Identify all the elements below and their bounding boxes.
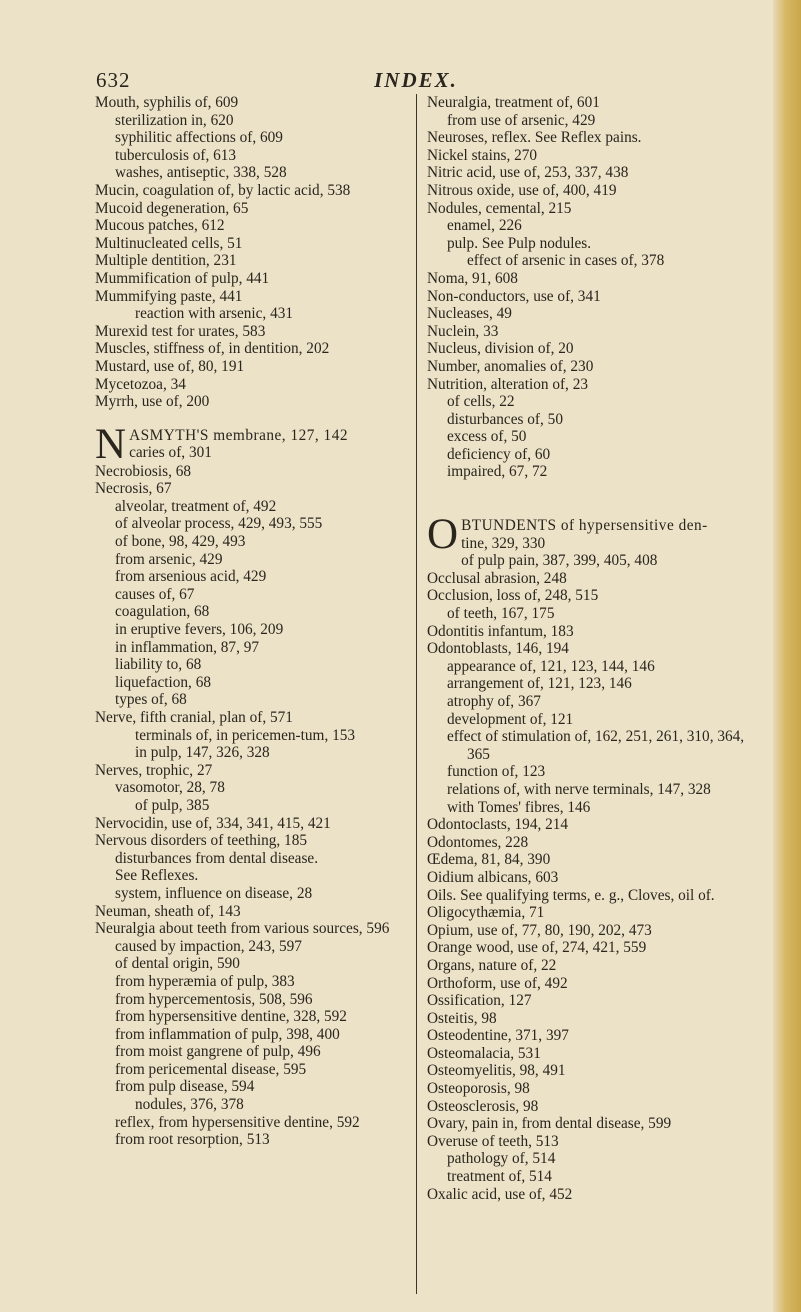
index-entry: Neuroses, reflex. See Reflex pains. <box>427 129 642 147</box>
index-entry: treatment of, 514 <box>447 1168 552 1186</box>
index-entry: system, influence on disease, 28 <box>115 884 313 902</box>
index-entry: reflex, from hypersensitive dentine, 592 <box>115 1113 360 1131</box>
index-entry: Murexid test for urates, 583 <box>95 322 266 340</box>
index-entry: Mucoid degeneration, 65 <box>95 199 249 217</box>
index-entry: disturbances from dental disease. <box>115 849 319 867</box>
index-entry: tuberculosis of, 613 <box>115 146 237 164</box>
index-entry: from inflammation of pulp, 398, 400 <box>115 1025 340 1043</box>
index-entry: impaired, 67, 72 <box>447 463 548 481</box>
index-entry: Osteitis, 98 <box>427 1009 497 1027</box>
index-entry: atrophy of, 367 <box>447 693 541 710</box>
index-entry: effect of stimulation of, 162, 251, 261, 310, 364, 365 <box>447 728 748 763</box>
index-entry: Occlusal abrasion, 248 <box>427 569 567 587</box>
index-entry: from arsenic, 429 <box>115 550 223 568</box>
index-entry: alveolar, treatment of, 492 <box>115 497 277 515</box>
index-entry: washes, antiseptic, 338, 528 <box>115 164 287 182</box>
index-entry: Nucleases, 49 <box>427 305 512 323</box>
m-entries <box>95 94 407 411</box>
index-entry: Multiple dentition, 231 <box>95 252 237 270</box>
index-entry: in inflammation, 87, 97 <box>115 638 260 656</box>
index-entry: Multinucleated cells, 51 <box>95 234 243 252</box>
index-entry: Nickel stains, 270 <box>427 146 538 164</box>
index-entry: Nuclein, 33 <box>427 322 499 340</box>
column-divider <box>416 94 417 1294</box>
index-entry: of teeth, 167, 175 <box>447 605 555 623</box>
index-entry: deficiency of, 60 <box>447 445 551 463</box>
index-entry: effect of arsenic in cases of, 378 <box>467 252 665 270</box>
index-entry: Nutrition, alteration of, 23 <box>427 375 589 393</box>
index-entry: Myrrh, use of, 200 <box>95 393 210 411</box>
index-entry: of dental origin, 590 <box>115 955 240 973</box>
index-entry: Nitrous oxide, use of, 400, 419 <box>427 181 617 199</box>
page-edge-gilding <box>773 0 801 1312</box>
index-entry: Necrobiosis, 68 <box>95 462 192 480</box>
drop-cap-n: N <box>95 420 127 468</box>
index-entry: in eruptive fevers, 106, 209 <box>115 621 284 639</box>
index-entry: Osteosclerosis, 98 <box>427 1097 539 1115</box>
index-entry: vasomotor, 28, 78 <box>115 779 225 797</box>
index-entry: Osteoporosis, 98 <box>427 1080 530 1098</box>
index-entry: from use of arsenic, 429 <box>447 111 596 129</box>
o-section-heading <box>427 511 745 570</box>
index-entry: causes of, 67 <box>115 585 195 603</box>
index-entry: Œdema, 81, 84, 390 <box>427 851 551 869</box>
index-entry: Nerve, fifth cranial, plan of, 571 <box>95 709 293 726</box>
index-entry: from pericemental disease, 595 <box>115 1060 307 1078</box>
index-entry: Nervous disorders of teething, 185 <box>95 832 307 850</box>
index-entry: syphilitic affections of, 609 <box>115 129 283 147</box>
index-entry: sterilization in, 620 <box>115 111 234 129</box>
drop-cap-o: O <box>427 511 459 559</box>
n-section-heading <box>95 420 407 468</box>
index-entry: pulp. See Pulp nodules. <box>447 234 592 252</box>
page-number: 632 <box>96 68 131 92</box>
index-entry: Neuralgia, treatment of, 601 <box>427 94 600 111</box>
index-entry: caused by impaction, 243, 597 <box>115 937 302 955</box>
index-entry: from moist gangrene of pulp, 496 <box>115 1043 321 1061</box>
index-entry: from hypercementosis, 508, 596 <box>115 990 313 1008</box>
right-column <box>427 94 748 1203</box>
index-entry: of alveolar process, 429, 493, 555 <box>115 515 323 533</box>
index-entry: Odontitis infantum, 183 <box>427 622 574 640</box>
index-entry: with Tomes' fibres, 146 <box>447 798 591 816</box>
index-entry: Ovary, pain in, from dental disease, 599 <box>427 1115 672 1133</box>
index-entry: reaction with arsenic, 431 <box>135 305 294 323</box>
index-entry: Nucleus, division of, 20 <box>427 340 574 358</box>
index-entry: Neuman, sheath of, 143 <box>95 902 241 920</box>
o-section-lead-cont: tine, 329, 330 <box>461 534 546 552</box>
index-entry: Noma, 91, 608 <box>427 269 518 287</box>
index-entry: from root resorption, 513 <box>115 1131 270 1149</box>
index-entry: Nitric acid, use of, 253, 337, 438 <box>427 164 629 182</box>
index-entry: Nervocidin, use of, 334, 341, 415, 421 <box>95 814 331 832</box>
index-entry: Organs, nature of, 22 <box>427 956 557 974</box>
index-entry: arrangement of, 121, 123, 146 <box>447 675 632 693</box>
index-entry: Orthoform, use of, 492 <box>427 974 568 992</box>
index-entry: Overuse of teeth, 513 <box>427 1132 559 1150</box>
index-entry: Mucous patches, 612 <box>95 217 225 235</box>
index-entry: pathology of, 514 <box>447 1150 556 1168</box>
o-section-lead: BTUNDENTS of hypersensitive den- <box>461 517 708 535</box>
n-section-lead: ASMYTH'S membrane, 127, 142 <box>129 426 348 444</box>
index-entry: from arsenious acid, 429 <box>115 568 267 586</box>
index-entry: Mummifying paste, 441 <box>95 287 243 305</box>
n-section-lead-cont: caries of, 301 <box>129 444 212 462</box>
index-entry: from hyperæmia of pulp, 383 <box>115 972 295 990</box>
index-entry: See Reflexes. <box>115 867 199 885</box>
index-entry: Nerves, trophic, 27 <box>95 761 213 779</box>
index-entry: development of, 121 <box>447 710 574 728</box>
index-entry: liquefaction, 68 <box>115 673 212 691</box>
index-entry: Oligocythæmia, 71 <box>427 904 545 922</box>
index-entry: Necrosis, 67 <box>95 480 172 498</box>
index-entry: of pulp, 385 <box>135 796 210 814</box>
index-entry: Osteomalacia, 531 <box>427 1044 541 1062</box>
index-entry: Orange wood, use of, 274, 421, 559 <box>427 939 647 957</box>
index-entry: terminals of, in pericemen-tum, 153 <box>135 726 356 744</box>
index-entry: types of, 68 <box>115 691 187 709</box>
index-entry: from pulp disease, 594 <box>115 1078 255 1096</box>
index-entry: Nodules, cemental, 215 <box>427 199 572 217</box>
index-entry: Oxalic acid, use of, 452 <box>427 1185 573 1203</box>
index-entry: appearance of, 121, 123, 144, 146 <box>447 657 655 675</box>
running-head: INDEX. <box>374 68 458 92</box>
index-entry: disturbances of, 50 <box>447 410 563 428</box>
index-entry: Osteomyelitis, 98, 491 <box>427 1062 566 1080</box>
n-entries-right <box>427 94 745 481</box>
index-entry: Odontoblasts, 146, 194 <box>427 640 569 658</box>
index-entry: from hypersensitive dentine, 328, 592 <box>115 1008 347 1026</box>
index-entry: enamel, 226 <box>447 217 522 235</box>
index-entry: excess of, 50 <box>447 428 527 446</box>
index-entry: Oidium albicans, 603 <box>427 868 559 886</box>
index-entry: of bone, 98, 429, 493 <box>115 533 246 551</box>
index-entry: coagulation, 68 <box>115 603 210 621</box>
index-entry: Non-conductors, use of, 341 <box>427 287 601 305</box>
index-entry: Osteodentine, 371, 397 <box>427 1027 569 1045</box>
o-section-lead-cont2: of pulp pain, 387, 399, 405, 408 <box>461 552 658 570</box>
n-entries-left <box>95 463 407 1149</box>
index-entry: Oils. See qualifying terms, e. g., Cloves, oil of. <box>427 886 715 904</box>
index-entry: Mucin, coagulation of, by lactic acid, 538 <box>95 181 351 199</box>
index-entry: Number, anomalies of, 230 <box>427 357 594 375</box>
index-entry: Ossification, 127 <box>427 992 532 1010</box>
index-entry: Occlusion, loss of, 248, 515 <box>427 587 599 605</box>
index-entry: liability to, 68 <box>115 656 202 674</box>
index-entry: Odontoclasts, 194, 214 <box>427 816 569 834</box>
index-entry: Neuralgia about teeth from various sources, 596 <box>95 920 390 938</box>
index-entry: in pulp, 147, 326, 328 <box>135 744 270 762</box>
o-entries <box>427 569 748 1203</box>
index-entry: Mummification of pulp, 441 <box>95 269 270 287</box>
index-entry: Mycetozoa, 34 <box>95 375 186 393</box>
index-entry: function of, 123 <box>447 763 546 781</box>
index-entry: Odontomes, 228 <box>427 833 529 851</box>
index-entry: Mustard, use of, 80, 191 <box>95 357 245 375</box>
left-column <box>95 94 407 1149</box>
index-entry: Mouth, syphilis of, 609 <box>95 94 239 111</box>
index-entry: relations of, with nerve terminals, 147, 328 <box>447 780 711 798</box>
index-entry: of cells, 22 <box>447 393 515 411</box>
index-entry: nodules, 376, 378 <box>135 1096 244 1114</box>
index-entry: Opium, use of, 77, 80, 190, 202, 473 <box>427 921 652 939</box>
index-entry: Muscles, stiffness of, in dentition, 202 <box>95 340 330 358</box>
